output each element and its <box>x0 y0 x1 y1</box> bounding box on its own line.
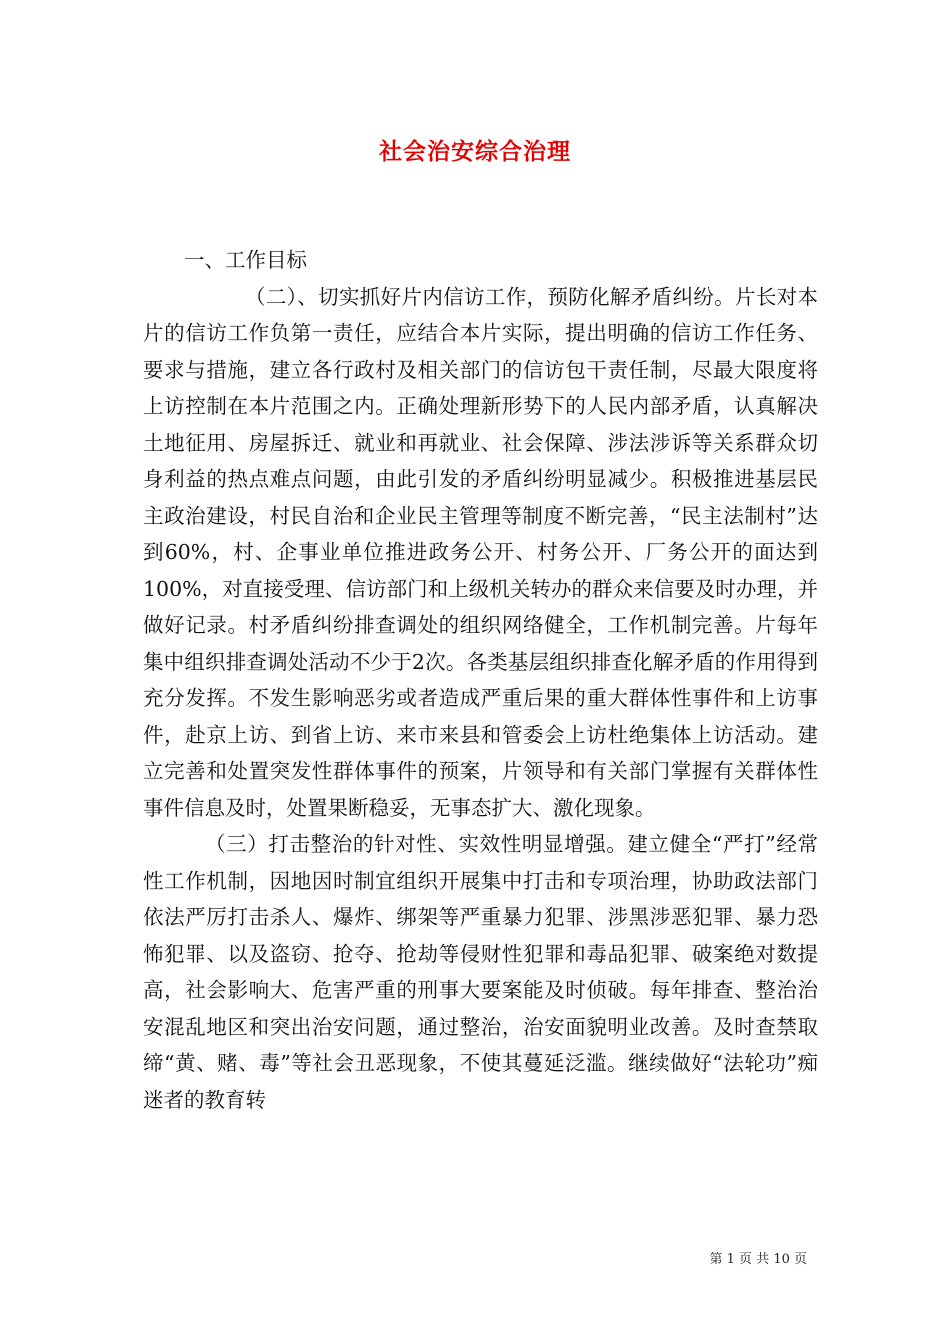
section-heading: 一、工作目标 <box>184 248 307 272</box>
document-body <box>143 242 818 1118</box>
page-number-footer: 第 1 页 共 10 页 <box>709 1252 807 1267</box>
paragraph-3: （三）打击整治的针对性、实效性明显增强。建立健全“严打”经常性工作机制，因地因时制宜组织开展集中打击和专项治理，协助政法部门依法严厉打击杀人、爆炸、绑架等严重暴力犯罪、涉黑涉恶犯罪、暴力恐怖犯罪、以及盗窃、抢夺、抢劫等侵财性犯罪和毒品犯罪、破案绝对数提高，社会影响大、危害严重的刑事大要案能及时侦破。每年排查、整治治安混乱地区和突出治安问题，通过整治，治安面貌明业改善。及时查禁取缔“黄、赌、毒”等社会丑恶现象，不使其蔓延泛滥。继续做好“法轮功”痴迷者的教育转 <box>143 832 818 1112</box>
paragraph-2: （二）、切实抓好片内信访工作，预防化解矛盾纠纷。片长对本片的信访工作负第一责任，应结合本片实际，提出明确的信访工作任务、要求与措施，建立各行政村及相关部门的信访包干责任制，尽最大限度将上访控制在本片范围之内。正确处理新形势下的人民内部矛盾，认真解决土地征用、房屋拆迁、就业和再就业、社会保障、涉法涉诉等关系群众切身利益的热点难点问题，由此引发的矛盾纠纷明显减少。积极推进基层民主政治建设，村民自治和企业民主管理等制度不断完善，“民主法制村”达到60%，村、企事业单位推进政务公开、村务公开、厂务公开的面达到100%，对直接受理、信访部门和上级机关转办的群众来信要及时办理，并做好记录。村矛盾纠纷排查调处的组织网络健全，工作机制完善。片每年集中组织排查调处活动不少于2次。各类基层组织排查化解矛盾的作用得到充分发挥。不发生影响恶劣或者造成严重后果的重大群体性事件和上访事件，赴京上访、到省上访、来市来县和管委会上访杜绝集体上访活动。建立完善和处置突发性群体事件的预案，片领导和有关部门掌握有关群体性事件信息及时，处置果断稳妥，无事态扩大、激化现象。 <box>143 284 818 820</box>
document-title: 社会治安综合治理 <box>379 138 571 165</box>
